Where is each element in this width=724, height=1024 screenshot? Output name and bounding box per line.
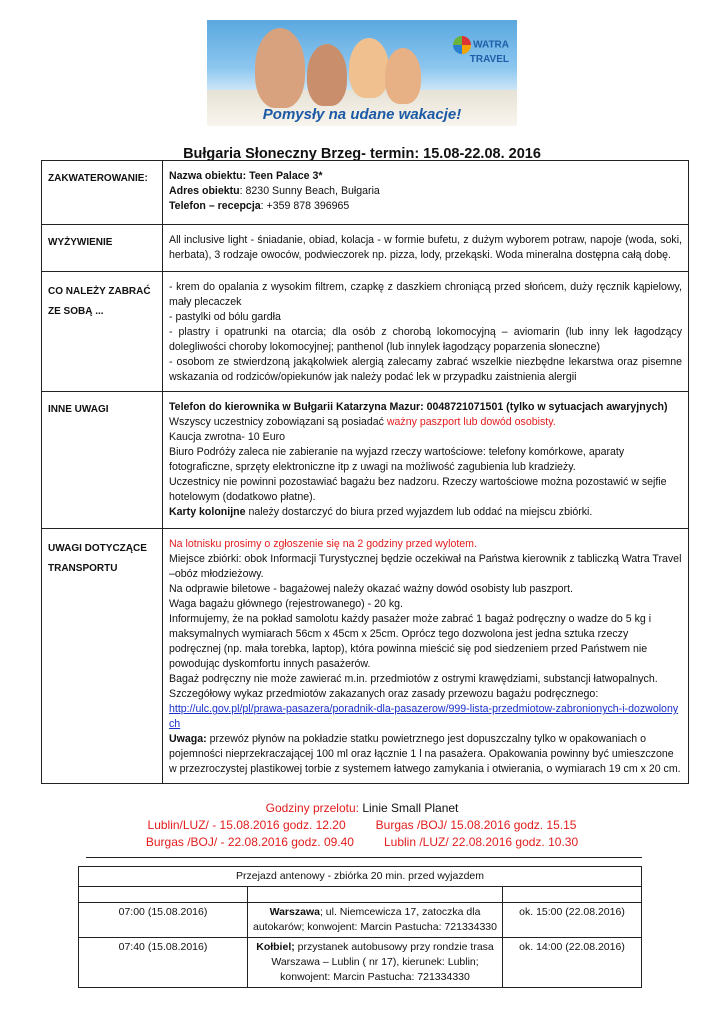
airport-note: Na lotnisku prosimy o zgłoszenie się na 2 godziny przed wylotem. (169, 538, 477, 550)
table-row (42, 161, 689, 225)
divider (86, 857, 642, 858)
transfer-header: Przejazd antenowy - zbiórka 20 min. przed wyjazdem (79, 867, 642, 887)
cards-note: Karty kolonijne należy dostarczyć do biura przed wyjazdem lub oddać na miejscu zbiórki. (169, 506, 593, 518)
table-row (42, 272, 689, 392)
packing-item: - plastry i opatrunki na otarcia; dla osób z chorobą lokomocyjną – aviomarin (lub inny lek łagodzący dolegliwości choroby lokomocyjnej; panthenol (lub innylek łagodzący poparzenia słoneczne) (169, 326, 682, 353)
transfer-table (78, 866, 642, 988)
accommodation-cell: Nazwa obiektu: Teen Palace 3* Adres obiektu: 8230 Sunny Beach, Bułgaria Telefon – recepcja: +359 878 396965 (163, 161, 689, 225)
weight-note: Waga bagażu głównego (rejestrowanego) - 20 kg. (169, 598, 403, 610)
valuables-note: Biuro Podróży zaleca nie zabieranie na wyjazd rzeczy wartościowe: telefony komórkowe, aparaty fotograficzne, sprzęty elektroniczne itp z uwagi na możliwość zagubienia lub kradzieży. (169, 446, 625, 473)
table-row (42, 225, 689, 272)
luggage-note: Uczestnicy nie powinni pozostawiać bagażu bez nadzoru. Rzeczy wartościowe można pozostawić w sejfie hotelowym (dodatkowo płatne). (169, 476, 667, 503)
hand-luggage-note: Informujemy, że na pokład samolotu każdy pasażer może zabrać 1 bagaż podręczny o wadze do 5 kg i maksymalnych wymiarach 56cm x 45cm x 25cm. Oprócz tego dozwolona jest jedna sztuka rzeczy podręcznej (np. mała torebka, laptop), która powinna mieścić się pod siedzeniem przed Państwem nie powodując dyskomfortu innych pasażerów. (169, 613, 652, 670)
checkin-note: Na odprawie biletowe - bagażowej należy okazać ważny dowód osobisty lub paszport. (169, 583, 573, 595)
meeting-note: Miejsce zbiórki: obok Informacji Turystycznej będzie oczekiwał na Państwa kierownik z tabliczką Watra Travel –obóz młodzieżowy. (169, 553, 682, 580)
row-label: INNE UWAGI (42, 392, 163, 529)
empty-cell (248, 887, 503, 903)
liquids-note: Uwaga: przewóz płynów na pokładzie statku powietrznego jest dopuszczalny tylko w opakowaniach o pojemności nieprzekraczającej 100 ml oraz łącznie 1 l na pasażera. Opakowania powinny być umieszczone w przezroczystej plastikowej torbie z systemem łatwego zamykania i otwierania, o wymiarach 19 cm x 20 cm. (169, 733, 681, 775)
page-title: Bułgaria Słoneczny Brzeg- termin: 15.08-22.08. 2016 (183, 146, 541, 162)
other-notes-cell (163, 392, 689, 529)
info-table (41, 160, 689, 784)
departure-time: 07:00 (15.08.2016) (79, 903, 248, 938)
table-row (79, 887, 642, 903)
row-label: UWAGI DOTYCZĄCE TRANSPORTU (42, 529, 163, 784)
row-label: ZAKWATEROWANIE: (42, 161, 163, 225)
outbound-flight: Lublin/LUZ/ - 15.08.2016 godz. 12.20 Burgas /BOJ/ 15.08.2016 godz. 15.15 (147, 818, 577, 832)
logo-swoosh-icon (453, 36, 471, 54)
empty-cell (79, 887, 248, 903)
transport-cell (163, 529, 689, 784)
forbidden-note: Bagaż podręczny nie może zawierać m.in. przedmiotów z ostrymi krawędziami, substancji łatwopalnych. (169, 673, 658, 685)
deposit-note: Kaucja zwrotna- 10 Euro (169, 431, 286, 443)
pickup-location: Warszawa; ul. Niemcewicza 17, zatoczka dla autokarów; konwojent: Marcin Pastucha: 721334330 (248, 903, 503, 938)
table-row (42, 529, 689, 784)
row-label: WYŻYWIENIE (42, 225, 163, 272)
flight-schedule (0, 800, 724, 851)
flight-header: Godziny przelotu: Linie Small Planet (265, 801, 459, 815)
packing-cell (163, 272, 689, 392)
pickup-location: Kołbiel; przystanek autobusowy przy rondzie trasa Warszawa – Lublin ( nr 17), kierunek: Lublin; konwojent: Marcin Pastucha: 721334330 (248, 938, 503, 988)
return-flight: Burgas /BOJ/ - 22.08.2016 godz. 09.40 Lublin /LUZ/ 22.08.2016 godz. 10.30 (145, 835, 579, 849)
person-illustration (385, 48, 421, 104)
return-time: ok. 15:00 (22.08.2016) (503, 903, 642, 938)
meals-cell: All inclusive light - śniadanie, obiad, kolacja - w formie bufetu, z dużym wyborem potraw, napoje (woda, soki, herbata), 3 rodzaje owoców, podwieczorek np. pizza, lody, przekąski. Woda mineralna dostępna całą dobę. (163, 225, 689, 272)
watra-travel-logo: WATRA TRAVEL (431, 36, 509, 66)
table-row (79, 938, 642, 988)
row-label: CO NALEŻY ZABRAĆ ZE SOBĄ ... (42, 272, 163, 392)
return-time: ok. 14:00 (22.08.2016) (503, 938, 642, 988)
slogan: Pomysły na udane wakacje! (262, 106, 462, 123)
person-illustration (255, 28, 305, 108)
table-row (79, 867, 642, 887)
empty-cell (503, 887, 642, 903)
table-row (42, 392, 689, 529)
packing-item: - pastylki od bólu gardła (169, 311, 281, 323)
person-illustration (307, 44, 347, 106)
departure-time: 07:40 (15.08.2016) (79, 938, 248, 988)
detailed-note: Szczegółowy wykaz przedmiotów zakazanych oraz zasady przewozu bagażu podręcznego: (169, 688, 599, 700)
table-row (79, 903, 642, 938)
manager-contact: Telefon do kierownika w Bułgarii Katarzyna Mazur: 0048721071501 (tylko w sytuacjach awaryjnych) (169, 401, 668, 413)
regulations-link[interactable]: http://ulc.gov.pl/pl/prawa-pasazera/poradnik-dla-pasazerow/999-lista-przedmiotow-zabronionych-i-dozwolonych (169, 703, 679, 730)
packing-item: - osobom ze stwierdzoną jakąkolwiek alergią zalecamy zabrać wszelkie niezbędne lekarstwa oraz pisemne wskazania od rodziców/opiekunów jak należy podać lek w przypadku zaistnienia alergii (169, 356, 682, 383)
passport-note: Wszyscy uczestnicy zobowiązani są posiadać ważny paszport lub dowód osobisty. (169, 416, 556, 428)
packing-item: - krem do opalania z wysokim filtrem, czapkę z daszkiem chroniącą przed słońcem, duży ręcznik kąpielowy, mały plecaczek (169, 281, 682, 308)
person-illustration (349, 38, 389, 98)
